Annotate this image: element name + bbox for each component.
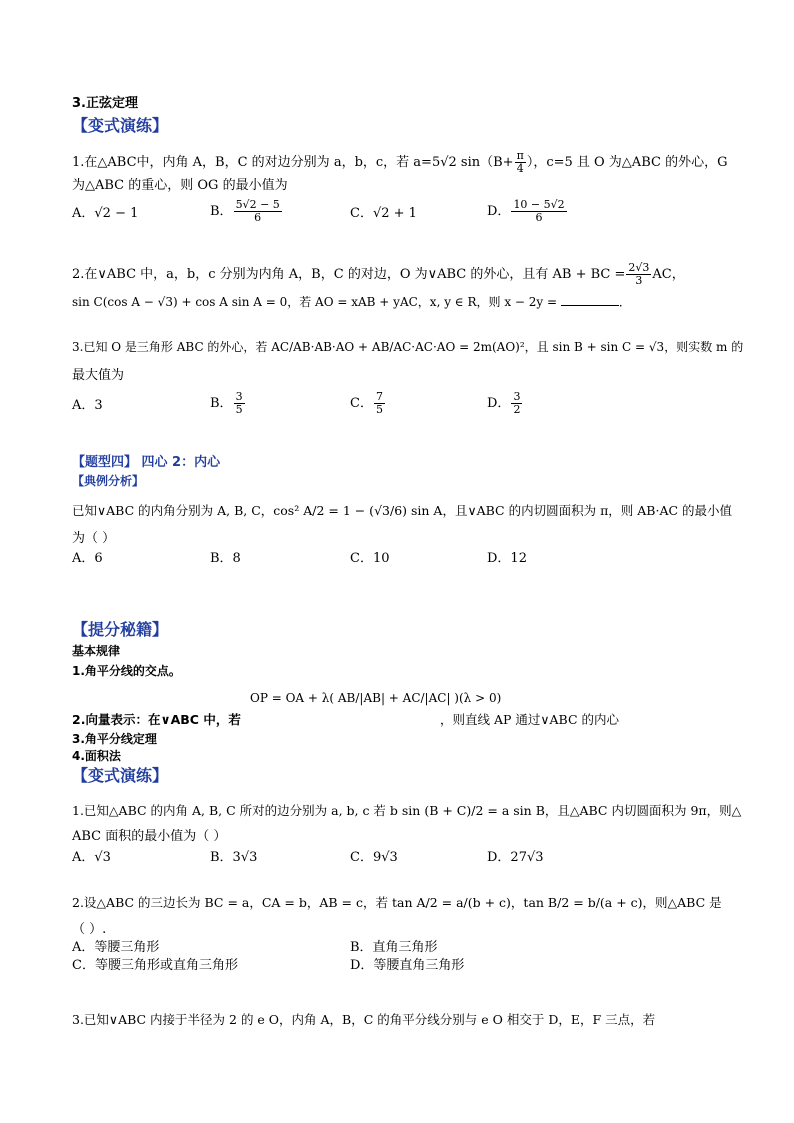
p2-q1-option-d: D．27√3 — [487, 850, 544, 865]
p2-q2-line1: 2.设△ABC 的三边长为 BC = a，CA = b，AB = c，若 tan A/2 = a/(b + c)，tan B/2 = b/(a + c)，则△ABC 是 — [72, 895, 722, 910]
q1-option-b: B． $\frac{5√2 - 5}{6}$ — [210, 198, 280, 224]
rule-2-text-a: 2.向量表示：在∨ABC 中，若 — [72, 712, 241, 727]
p2-q2-option-a: A．等腰三角形 — [72, 940, 160, 955]
p2-q1-option-a: A．√3 — [72, 850, 111, 865]
type4-option-b: B．8 — [210, 551, 241, 566]
q2-line2: sin C(cos A − √3) + cos A sin A = 0，若 AO = xAB + yAC，x, y ∈ R，则 x − 2y = ． — [72, 295, 631, 309]
section-title: 3.正弦定理 — [72, 96, 138, 111]
q1-text-b: sin（B+ — [460, 155, 514, 170]
p2-q1-option-b: B．3√3 — [210, 850, 258, 865]
q1-option-d: D． $\frac{10 - 5√2}{6}$ — [487, 198, 565, 224]
q2-line1: 2.在∨ABC 中，a，b，c 分别为内角 A，B，C 的对边，O 为∨ABC 的外心，且有 AB + BC = $\frac{2√3}{3}$ AC， — [72, 261, 685, 287]
q3-option-b: B． $\frac{3}{5}$ — [210, 390, 243, 416]
q1-line1: 1.在△ABC中，内角 A，B，C 的对边分别为 a，b，c，若 a=5√2 sin（B+ $\frac{\pi}{4}$ ），c=5 且 O 为△ABC 的外心，G — [72, 149, 728, 175]
practice-header-2: 【变式演练】 — [72, 766, 169, 785]
tips-header: 【提分秘籍】 — [72, 620, 169, 639]
type4-option-c: C．10 — [350, 551, 390, 566]
practice-header: 【变式演练】 — [72, 116, 169, 135]
q3-line2: 最大值为 — [72, 368, 125, 383]
q1-text-a: 1.在△ABC中，内角 A，B，C 的对边分别为 a，b，c，若 a=5 — [72, 155, 441, 170]
q1-option-c: C．√2 + 1 — [350, 206, 417, 221]
rules-label: 基本规律 — [72, 644, 121, 658]
rule-1: 1.角平分线的交点。 — [72, 664, 181, 678]
p2-q3-line1: 3.已知∨ABC 内接于半径为 2 的 e O，内角 A，B，C 的角平分线分别与 e O 相交于 D，E，F 三点，若 — [72, 1012, 656, 1027]
rule-4: 4.面积法 — [72, 749, 121, 763]
answer-blank[interactable] — [561, 293, 619, 306]
q3-option-a: A．3 — [72, 398, 103, 413]
p2-q1-line1: 1.已知△ABC 的内角 A, B, C 所对的边分别为 a, b, c 若 b sin (B + C)/2 = a sin B，且△ABC 内切圆面积为 9π，则△ — [72, 803, 742, 818]
q1-text-c: ），c=5 且 O 为△ABC 的外心，G — [526, 155, 728, 170]
pi-over-4: $\frac{\pi}{4}$ — [516, 149, 524, 175]
q3-option-d: D． $\frac{3}{2}$ — [487, 390, 521, 416]
type4-question-line2: 为（ ） — [72, 531, 116, 546]
rule-2-text-b: ，则直线 AP 通过∨ABC 的内心 — [440, 712, 620, 727]
p2-q1-option-c: C．9√3 — [350, 850, 398, 865]
type4-question-line1: 已知∨ABC 的内角分别为 A, B, C，cos² A/2 = 1 − (√3/6) sin A，且∨ABC 的内切圆面积为 π，则 AB·AC 的最小值 — [72, 503, 733, 518]
p2-q2-option-b: B．直角三角形 — [350, 940, 438, 955]
p2-q2-option-c: C．等腰三角形或直角三角形 — [72, 958, 238, 973]
type4-option-d: D．12 — [487, 551, 527, 566]
q1-option-a: A．√2 − 1 — [72, 206, 139, 221]
type4-header: 【题型四】 四心 2：内心 — [72, 455, 221, 470]
rule-2-formula: OP = OA + λ( AB/|AB| + AC/|AC| )(λ > 0) — [250, 691, 502, 705]
type4-option-a: A．6 — [72, 551, 103, 566]
p2-q2-option-d: D．等腰直角三角形 — [350, 958, 465, 973]
q3-option-c: C． $\frac{7}{5}$ — [350, 390, 383, 416]
q1-line2: 为△ABC 的重心，则 OG 的最小值为 — [72, 178, 288, 193]
p2-q2-line2: （ ）. — [72, 922, 107, 937]
example-header: 【典例分析】 — [72, 474, 145, 488]
rule-3: 3.角平分线定理 — [72, 732, 157, 746]
q3-line1: 3.已知 O 是三角形 ABC 的外心，若 AC/AB·AB·AO + AB/AC·AC·AO = 2m(AO)²，且 sin B + sin C = √3，则实数 m 的 — [72, 340, 744, 354]
p2-q1-line2: ABC 面积的最小值为（ ） — [72, 829, 227, 844]
